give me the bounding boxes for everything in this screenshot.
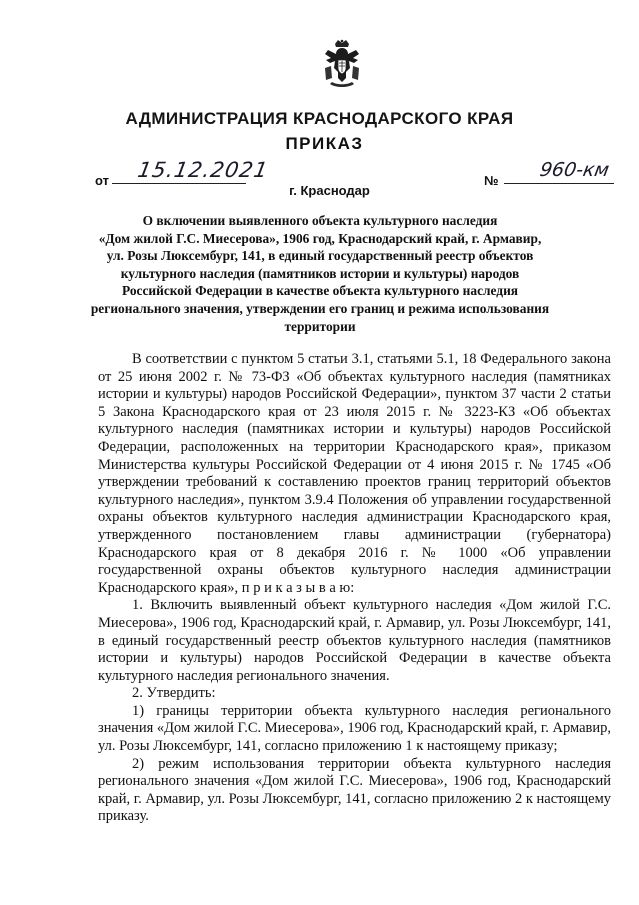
handwritten-date: 15.12.2021 xyxy=(135,158,271,182)
item-1-paragraph: 1. Включить выявленный объект культурного наследия «Дом жилой Г.С. Миесерова», 1906 год, Краснодарский край, г. Армавир, ул. Розы Люксембург, 141, в единый государственный реестр объектов культурного наследия (памятников истории и культуры) народов Российской Федерации в качестве объекта культурного наследия регионального значения. xyxy=(98,597,611,684)
subject-line: Российской Федерации в качестве объекта культурного наследия xyxy=(121,283,519,299)
handwritten-number: 960-км xyxy=(538,159,611,181)
subject-line: регионального значения, утверждении его границ и режима использования xyxy=(90,300,550,316)
document-type-title: ПРИКАЗ xyxy=(285,134,364,153)
krasnodar-coat-of-arms-icon xyxy=(322,38,362,90)
preamble-paragraph: В соответствии с пунктом 5 статьи 3.1, статьями 5.1, 18 Федерального закона от 25 июня 2002 г. № 73-ФЗ «Об объектах культурного наследия (памятниках истории и культуры) народов Российской Федерации», пунктом 37 части 2 статьи 5 Закона Краснодарского края от 23 июля 2015 г. № 3223-КЗ «Об объектах культурного наследия (памятниках истории и культуры) народов Российской Федерации, расположенных на территории Краснодарского края», приказом Министерства культуры Российской Федерации от 4 июня 2015 г. № 1745 «Об утверждении требований к составлению проектов границ территорий объектов культурного наследия», пунктом 3.9.4 Положения об управлении государственной охраны объектов культурного наследия администрации Краснодарского края, утвержденного постановлением главы администрации (губернатора) Краснодарского края от 8 декабря 2016 г. № 1000 «Об управлении государственной охраны объектов культурного наследия администрации Краснодарского края», п р и к а з ы в а ю: xyxy=(98,351,611,596)
item-2-2-paragraph: 2) режим использования территории объекта культурного наследия регионального значения «Дом жилой Г.С. Миесерова», 1906 год, Краснодарский край, г. Армавир, ул. Розы Люксембург, 141, согласно приложению 2 к настоящему приказу. xyxy=(98,755,611,825)
organization-title: АДМИНИСТРАЦИЯ КРАСНОДАРСКОГО КРАЯ xyxy=(125,109,514,128)
date-label: от xyxy=(95,173,109,188)
item-2-1-paragraph: 1) границы территории объекта культурного наследия регионального значения «Дом жилой Г.С. Миесерова», 1906 год, Краснодарский край, г. Армавир, ул. Розы Люксембург, 141, согласно приложению 1 к настоящему приказу; xyxy=(98,702,611,755)
subject-line: культурного наследия (памятников истории и культуры) народов xyxy=(120,265,520,281)
order-subject xyxy=(80,212,560,335)
order-body xyxy=(98,351,611,826)
city-label: г. Краснодар xyxy=(289,183,370,198)
subject-line: О включении выявленного объекта культурного наследия xyxy=(142,213,498,228)
subject-line: «Дом жилой Г.С. Миесерова», 1906 год, Краснодарский край, г. Армавир, xyxy=(98,230,542,246)
subject-line: ул. Розы Люксембург, 141, в единый государственный реестр объектов xyxy=(106,248,534,264)
item-2-paragraph: 2. Утвердить: xyxy=(132,685,216,702)
number-label: № xyxy=(484,173,499,188)
subject-line: территории xyxy=(284,318,356,334)
